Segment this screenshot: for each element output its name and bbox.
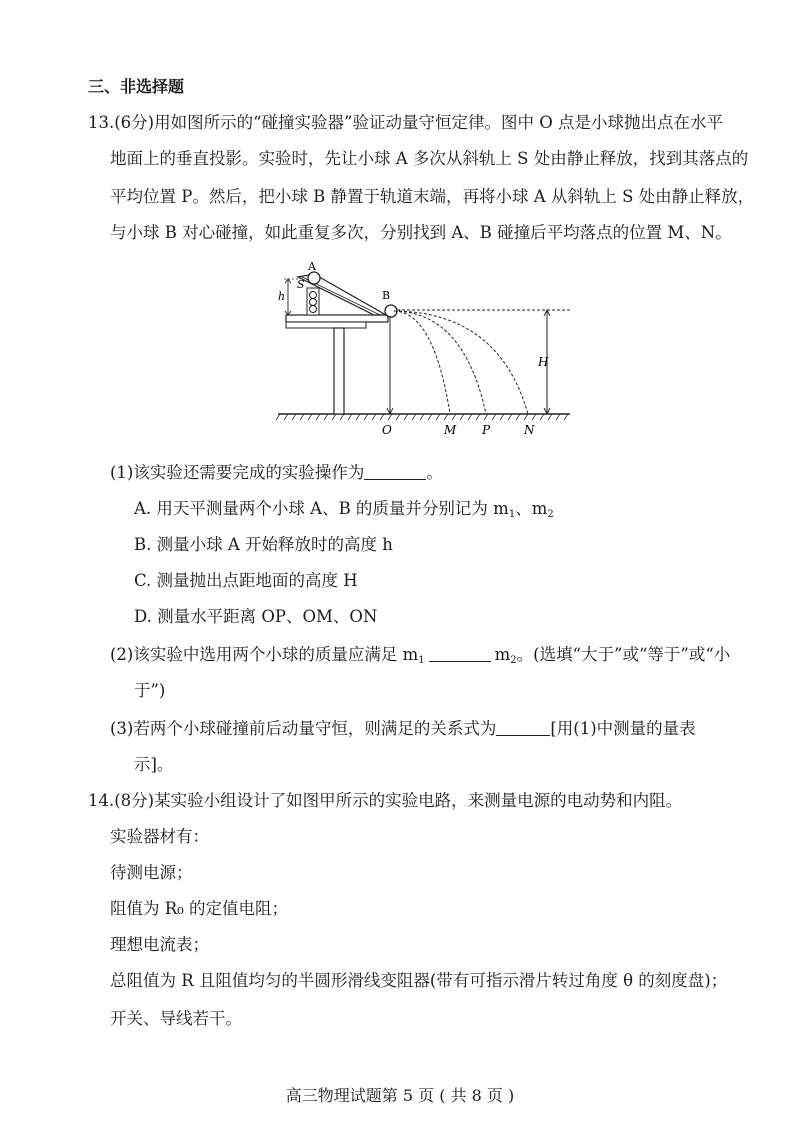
label-a: A (308, 262, 316, 273)
q14-item-4: 总阻值为 R 且阻值均匀的半圆形滑线变阻器(带有可指示滑片转过角度 θ 的刻度盘)； (110, 971, 728, 990)
collision-apparatus-figure (274, 262, 574, 440)
label-p: P (482, 423, 491, 437)
label-n: N (524, 423, 535, 437)
q13-part3-line1 (110, 718, 770, 740)
label-H: H (538, 355, 549, 369)
table-top (286, 315, 388, 322)
trajectory-n (394, 311, 528, 414)
q14-line-1: 14.(8分)某实验小组设计了如图甲所示的实验电路，来测量电源的电动势和内阻。 (88, 791, 683, 810)
q13-line-4: 与小球 B 对心碰撞，如此重复多次，分别找到 A、B 碰撞后平均落点的位置 M、N。 (110, 223, 732, 242)
q13-part1-end: 。 (426, 463, 443, 482)
option-b: B. 测量小球 A 开始释放时的高度 h (134, 535, 393, 554)
label-s: S (297, 278, 305, 291)
q13-part3-text-b: [用(1)中测量的量表 (550, 719, 696, 738)
q13-part2-sub1: 1 (418, 655, 425, 666)
q14-equipment-title: 实验器材有： (110, 827, 209, 846)
q13-part2-text-b: m (494, 645, 511, 664)
q13-line-1: 13.(6分)用如图所示的“碰撞实验器”验证动量守恒定律。图中 O 点是小球抛出点在水平 (88, 113, 724, 132)
table-leg (334, 328, 344, 414)
ball-stand (307, 288, 319, 315)
q13-part2-sub2: 2 (510, 655, 517, 666)
q13-line-2: 地面上的垂直投影。实验时，先让小球 A 多次从斜轨上 S 处由静止释放，找到其落点的 (110, 149, 749, 168)
answer-blank-1[interactable] (364, 463, 426, 480)
q13-part2-line1 (110, 644, 770, 672)
q13-part2-text-c: 。(选填“大于”或“等于”或“小 (516, 645, 731, 664)
label-o: O (382, 423, 392, 437)
section-title: 三、非选择题 (88, 77, 185, 96)
ball-a (308, 272, 320, 284)
q13-part1-text: (1)该实验还需要完成的实验操作为 (110, 463, 365, 482)
q13-part3-line2: 示]。 (134, 755, 174, 774)
answer-blank-3[interactable] (496, 719, 550, 736)
q13-part3-text-a: (3)若两个小球碰撞前后动量守恒，则满足的关系式为 (110, 719, 497, 738)
option-a (134, 498, 794, 526)
answer-blank-2[interactable] (429, 645, 491, 662)
option-a-text: A. 用天平测量两个小球 A、B 的质量并分别记为 m (134, 499, 509, 518)
q14-item-5: 开关、导线若干。 (110, 1009, 242, 1028)
q14-item-2: 阻值为 R₀ 的定值电阻； (110, 899, 289, 918)
option-a-sub2: 2 (547, 509, 554, 520)
label-b: B (382, 289, 391, 302)
option-c: C. 测量抛出点距地面的高度 H (134, 571, 358, 590)
q13-part2-text-a: (2)该实验中选用两个小球的质量应满足 m (110, 645, 419, 664)
q13-line-3: 平均位置 P。然后，把小球 B 静置于轨道末端，再将小球 A 从斜轨上 S 处由静止释放， (110, 187, 755, 206)
trajectory-m (394, 311, 450, 414)
label-m: M (444, 423, 457, 437)
page-footer: 高三物理试题第 5 页 ( 共 8 页 ) (285, 1086, 515, 1105)
option-d: D. 测量水平距离 OP、OM、ON (134, 607, 378, 626)
trajectory-p (394, 311, 486, 414)
q13-part2-line2: 于”) (134, 681, 166, 700)
q14-item-3: 理想电流表； (110, 935, 209, 954)
option-a-mid: 、m (515, 499, 548, 518)
q14-item-1: 待测电源； (110, 863, 193, 882)
option-a-sub1: 1 (508, 509, 516, 520)
q13-part1-stem (110, 462, 770, 484)
label-h: h (278, 290, 286, 303)
table-rail (286, 322, 366, 328)
